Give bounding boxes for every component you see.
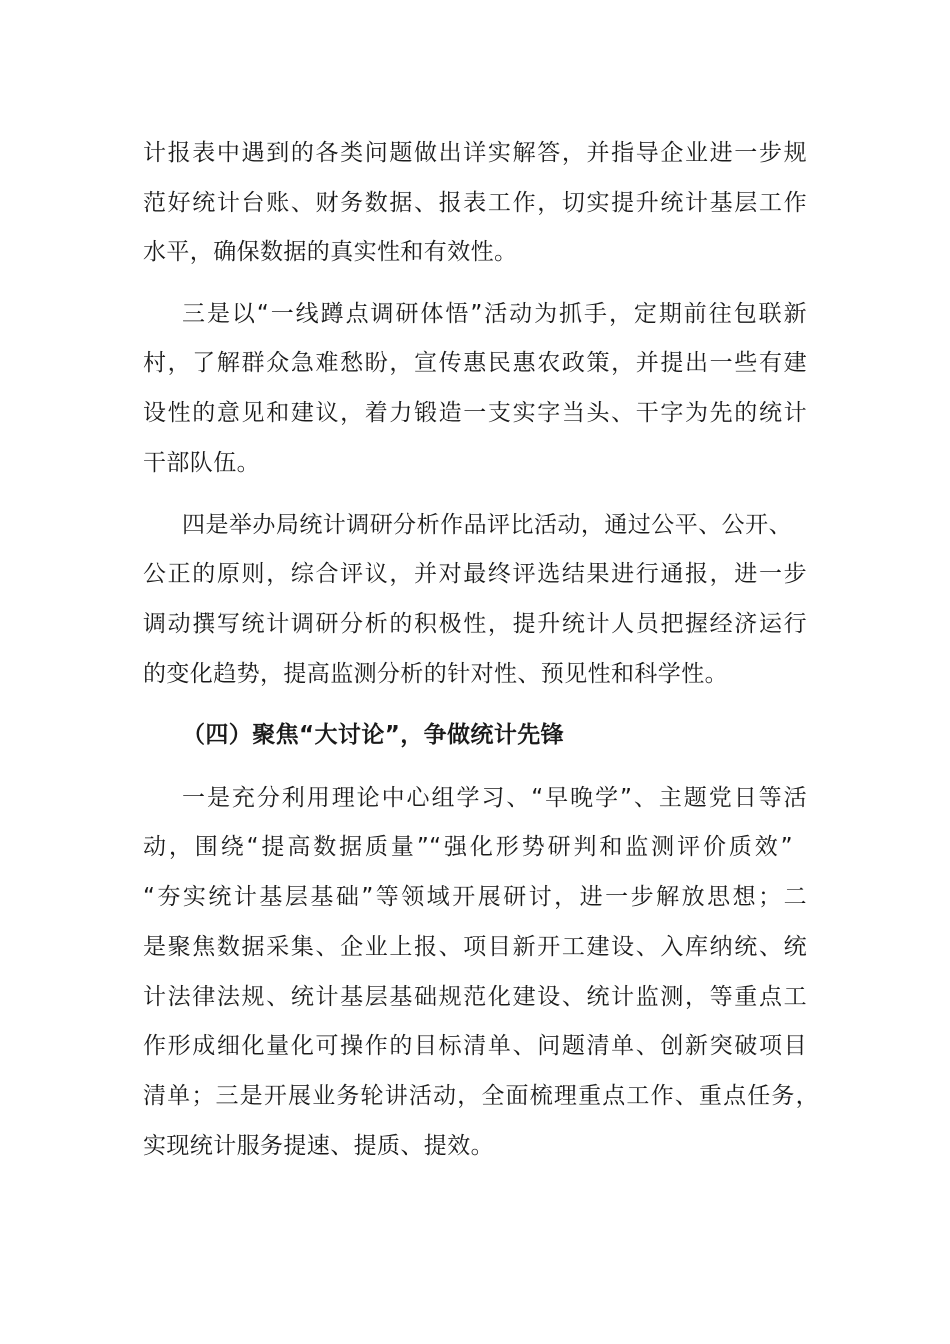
paragraph-line: “夯实统计基层基础”等领域开展研讨，进一步解放思想；二 <box>143 884 807 910</box>
paragraph-line: 水平，确保数据的真实性和有效性。 <box>143 239 518 265</box>
paragraph-line: 实现统计服务提速、提质、提效。 <box>143 1133 494 1159</box>
paragraph-line: 公正的原则，综合评议，并对最终评选结果进行通报，进一步 <box>143 561 807 587</box>
paragraph-line: 的变化趋势，提高监测分析的针对性、预见性和科学性。 <box>143 661 728 687</box>
section-heading: （四）聚焦“大讨论”，争做统计先锋 <box>182 722 565 748</box>
paragraph-line: 三是以“一线蹲点调研体悟”活动为抓手，定期前往包联新 <box>182 301 807 327</box>
paragraph-line: 调动撰写统计调研分析的积极性，提升统计人员把握经济运行 <box>143 611 807 637</box>
paragraph-line: 计法律法规、统计基层基础规范化建设、统计监测，等重点工 <box>143 984 807 1010</box>
paragraph-line: 设性的意见和建议，着力锻造一支实字当头、干字为先的统计 <box>143 400 807 426</box>
paragraph-line: 计报表中遇到的各类问题做出详实解答，并指导企业进一步规 <box>143 140 807 166</box>
paragraph-line: 一是充分利用理论中心组学习、“早晚学”、主题党日等活 <box>182 785 807 811</box>
paragraph-line: 是聚焦数据采集、企业上报、项目新开工建设、入库纳统、统 <box>143 934 807 960</box>
paragraph-line: 清单；三是开展业务轮讲活动，全面梳理重点工作、重点任务， <box>143 1083 819 1109</box>
paragraph-line: 动，围绕“提高数据质量”“强化形势研判和监测评价质效” <box>143 834 793 860</box>
paragraph-line: 作形成细化量化可操作的目标清单、问题清单、创新突破项目 <box>143 1033 807 1059</box>
paragraph-line: 干部队伍。 <box>143 450 260 476</box>
paragraph-line: 村，了解群众急难愁盼，宣传惠民惠农政策，并提出一些有建 <box>143 350 807 376</box>
paragraph-line: 四是举办局统计调研分析作品评比活动，通过公平、公开、 <box>182 512 792 538</box>
paragraph-line: 范好统计台账、财务数据、报表工作，切实提升统计基层工作 <box>143 190 807 216</box>
